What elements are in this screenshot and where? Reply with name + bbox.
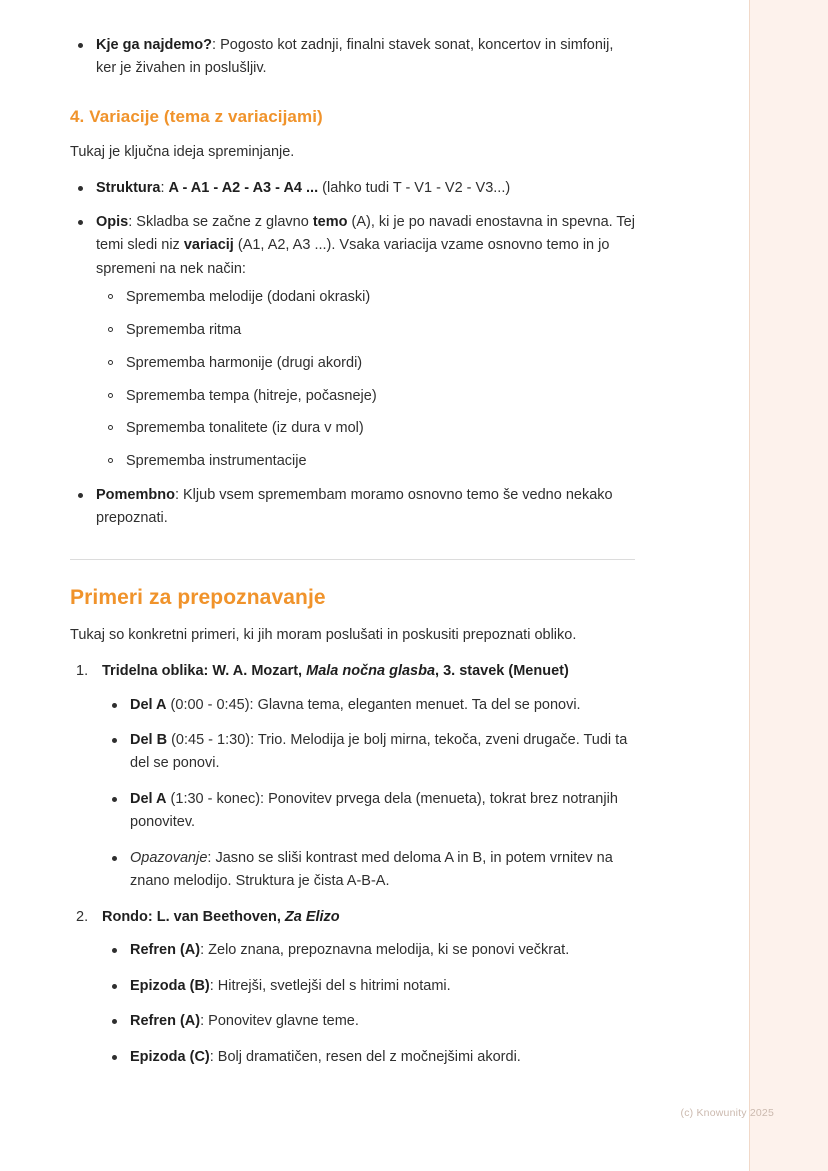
item1-lead-bold: Tridelna oblika: W. A. Mozart,: [102, 663, 307, 680]
page-side-strip: [749, 0, 828, 1171]
point-label: Epizoda (B): [130, 977, 210, 994]
point-label: Del A: [130, 696, 167, 713]
point-label: Opazovanje: [130, 849, 208, 866]
opis-part2: (A), ki je po navadi enostavna in spevna. Tej temi sledi niz: [96, 213, 635, 254]
list-item: Sprememba ritma: [96, 320, 635, 342]
list-item: [102, 847, 635, 894]
point-text: : Zelo znana, prepoznavna melodija, ki se ponovi večkrat.: [200, 942, 570, 959]
term-text: : Pogosto kot zadnji, finalni stavek sonat, koncertov in simfonij, ker je živahen in poslušljiv.: [96, 37, 614, 77]
list-item: [102, 975, 635, 998]
list-kje-ga-najdemo: [70, 34, 635, 81]
point-text: : Hitrejši, svetlejši del s hitrimi notami.: [209, 977, 451, 994]
opis-part1: : Skladba se začne z glavno: [128, 213, 313, 230]
paragraph-primeri-intro: Tukaj so konkretni primeri, ki jih moram poslušati in poskusiti prepoznati obliko.: [70, 626, 577, 643]
struktura-note: (lahko tudi T - V1 - V2 - V3...): [318, 180, 511, 197]
point-text: : Jasno se sliši kontrast med deloma A in B, in potem vrnitev na znano melodijo. Struktura je čista A-B-A.: [130, 849, 613, 890]
numbered-item-1: [70, 660, 635, 894]
list-item: [102, 939, 635, 962]
point-text: (1:30 - konec): Ponovitev prvega dela (menueta), tokrat brez notranjih ponovitev.: [130, 790, 618, 831]
list-item: [102, 729, 635, 776]
list-item: Sprememba tempa (hitreje, počasneje): [96, 386, 635, 408]
opis-part3: (A1, A2, A3 ...). Vsaka variacija vzame osnovno temo in jo spremeni na nek način:: [96, 237, 610, 277]
point-label: Del A: [130, 790, 167, 807]
colon: :: [160, 180, 169, 197]
list-item: Sprememba melodije (dodani okraski): [96, 287, 635, 309]
list-item-opis: [70, 211, 635, 473]
item2-lead-bold: Rondo: L. van Beethoven,: [102, 908, 285, 925]
numbered-item-2: [70, 906, 635, 1069]
point-text: (0:00 - 0:45): Glavna tema, eleganten menuet. Ta del se ponovi.: [166, 696, 581, 713]
item2-lead-italic: Za Elizo: [284, 908, 340, 925]
document-content: [70, 26, 635, 1081]
opis-bold-tema: temo: [312, 213, 348, 230]
point-label: Epizoda (C): [130, 1048, 210, 1065]
list-item-pomembno: [70, 484, 635, 531]
point-label: Refren (A): [130, 942, 201, 959]
section-title-primeri: Primeri za prepoznavanje: [70, 585, 326, 609]
item1-lead-tail: , 3. stavek (Menuet): [435, 663, 569, 680]
list-item: Sprememba harmonije (drugi akordi): [96, 353, 635, 375]
list-item: [70, 34, 635, 81]
term-label: Struktura: [96, 180, 161, 197]
list-spremembe: [96, 287, 635, 473]
watermark: (c) Knowunity 2025: [680, 1107, 774, 1119]
list-item: [102, 694, 635, 717]
opis-bold-variacij: variacij: [183, 237, 234, 254]
list-item2-points: [102, 939, 635, 1069]
item1-lead-italic: Mala nočna glasba: [306, 663, 436, 680]
term-text: : Kljub vsem spremembam moramo osnovno temo še vedno nekako prepoznati.: [96, 486, 613, 527]
point-text: : Ponovitev glavne teme.: [200, 1013, 359, 1030]
list-item: [102, 1010, 635, 1033]
point-label: Del B: [130, 731, 168, 748]
section-divider: [70, 559, 635, 560]
list-item: [102, 788, 635, 835]
term-label: Pomembno: [96, 486, 175, 503]
point-text: (0:45 - 1:30): Trio. Melodija je bolj mirna, tekoča, zveni drugače. Tudi ta del se ponovi.: [130, 731, 628, 772]
list-item: [102, 1046, 635, 1069]
term-label: Kje ga najdemo?: [96, 37, 213, 53]
list-item: Sprememba instrumentacije: [96, 451, 635, 473]
list-primeri: [70, 660, 635, 1069]
section-title-variacije: 4. Variacije (tema z variacijami): [70, 106, 323, 126]
paragraph-variacije-intro: Tukaj je ključna ideja spreminjanje.: [70, 143, 295, 160]
list-item: Sprememba tonalitete (iz dura v mol): [96, 418, 635, 440]
list-variacije: [70, 177, 635, 530]
list-item1-points: [102, 694, 635, 894]
term-label: Opis: [96, 213, 129, 230]
struktura-formula: A - A1 - A2 - A3 - A4 ...: [168, 180, 319, 197]
point-text: : Bolj dramatičen, resen del z močnejšimi akordi.: [209, 1048, 521, 1065]
point-label: Refren (A): [130, 1013, 201, 1030]
list-item-struktura: [70, 177, 635, 200]
